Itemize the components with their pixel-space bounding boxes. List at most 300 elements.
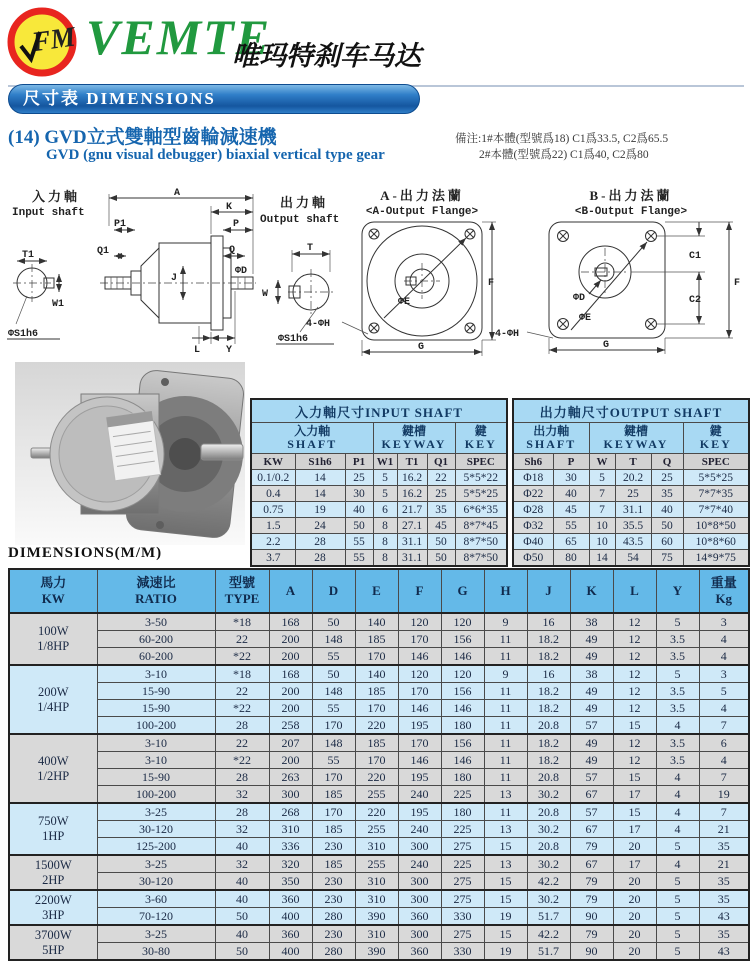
dimensions-banner [8,84,420,114]
cell: 14 [295,486,345,502]
cell: 170 [398,734,441,752]
cell: 3 [699,613,749,631]
power-group-cell: 400W 1/2HP [9,734,97,803]
cell: 40 [553,486,589,502]
table-row [9,873,749,891]
power-group-cell: 1500W 2HP [9,855,97,890]
cell: 17 [613,855,656,873]
cell: 4 [699,700,749,717]
gear-motor-photo [15,362,245,545]
cell: 40 [345,502,373,518]
cell: 6*6*35 [455,502,507,518]
column-header: P [553,454,589,470]
cell: 168 [269,665,312,683]
input-shaft-table [250,398,506,567]
cell: 200 [269,631,312,648]
cell: 10*8*60 [683,534,749,550]
svg-text:ΦD: ΦD [235,266,248,277]
cell: *18 [215,665,269,683]
cell: 195 [398,803,441,821]
cell: 49 [570,648,613,666]
cell: 3-60 [97,890,215,908]
cell: 7 [699,803,749,821]
svg-text:P: P [233,219,240,230]
cell: 67 [570,786,613,804]
cell: 185 [312,821,355,838]
cell: 300 [398,890,441,908]
cell: 18.2 [527,752,570,769]
cell: 40 [215,890,269,908]
column-header: F [398,569,441,613]
cell: 35 [427,502,455,518]
cell: 51.7 [527,908,570,926]
cell: 7 [699,717,749,735]
cell: 275 [441,925,484,943]
svg-text:C1: C1 [689,251,702,262]
cell: 146 [441,752,484,769]
cell: 30-80 [97,943,215,961]
svg-text:L: L [194,345,201,356]
table-row [9,943,749,961]
cell: 180 [441,769,484,786]
cell: 146 [441,648,484,666]
cell: 19 [295,502,345,518]
cell: 390 [355,943,398,961]
cell: 49 [570,700,613,717]
cell: 320 [269,855,312,873]
cell: 30.2 [527,855,570,873]
cell: 220 [355,803,398,821]
cell: 50 [312,665,355,683]
cell: 11 [484,734,527,752]
cell: 4 [699,648,749,666]
cell: 30-120 [97,873,215,891]
cell: 170 [355,752,398,769]
cell: 5 [656,925,699,943]
cell: 185 [355,734,398,752]
cell: 31.1 [615,502,651,518]
cell: 15 [613,803,656,821]
cell: 225 [441,786,484,804]
cell: Φ50 [513,550,553,567]
cell: 22 [215,683,269,700]
cell: 40 [215,925,269,943]
cell: 79 [570,890,613,908]
table-row [513,470,749,486]
table-row [513,502,749,518]
svg-text:C2: C2 [689,295,702,306]
cell: 15-90 [97,700,215,717]
cell: 24 [295,518,345,534]
table-row [9,734,749,752]
cell: 18.2 [527,700,570,717]
cell: 43.5 [615,534,651,550]
column-header: 馬力 KW [9,569,97,613]
cell: 35.5 [615,518,651,534]
svg-text:ΦS1h6: ΦS1h6 [278,334,309,345]
cell: 300 [398,925,441,943]
cell: 12 [613,734,656,752]
cell: 146 [398,700,441,717]
column-header: 減速比 RATIO [97,569,215,613]
svg-text:J: J [171,273,178,284]
cell: 18.2 [527,648,570,666]
svg-text:Q1: Q1 [97,246,110,257]
cell: 225 [441,855,484,873]
cell: 20.8 [527,803,570,821]
cell: 3-10 [97,665,215,683]
cell: 200 [269,752,312,769]
power-group-cell: 200W 1/4HP [9,665,97,734]
column-header: L [613,569,656,613]
cell: 14 [295,470,345,486]
table-title: 入力軸尺寸INPUT SHAFT [251,399,507,423]
cell: 4 [656,803,699,821]
cell: 3-25 [97,803,215,821]
svg-text:Input shaft: Input shaft [12,207,85,219]
cell: Φ32 [513,518,553,534]
cell: 12 [613,631,656,648]
cell: 57 [570,717,613,735]
cell: 4 [656,786,699,804]
cell: 148 [312,734,355,752]
svg-text:A-出力法蘭: A-出力法蘭 [380,188,464,203]
cell: 230 [312,890,355,908]
cell: 3.5 [656,631,699,648]
table-row [251,550,507,567]
table-row [9,803,749,821]
table-row [9,786,749,804]
cell: 16.2 [397,486,427,502]
table-row [9,821,749,838]
table-row [513,550,749,567]
cell: 18.2 [527,631,570,648]
cell: 50 [427,550,455,567]
cell: 11 [484,717,527,735]
cell: 3-50 [97,613,215,631]
cell: 11 [484,700,527,717]
cell: 18.2 [527,683,570,700]
cell: 15 [484,890,527,908]
cell: 55 [553,518,589,534]
cell: 20 [613,943,656,961]
group-header: 鍵 KEY [455,423,507,454]
column-header: Q [651,454,683,470]
cell: 19 [484,908,527,926]
cell: 258 [269,717,312,735]
cell: 10 [589,534,615,550]
cell: *22 [215,700,269,717]
cell: 28 [295,534,345,550]
cell: 25 [615,486,651,502]
cell: 12 [613,648,656,666]
cell: 5 [699,683,749,700]
table-row [9,752,749,769]
cell: 13 [484,786,527,804]
cell: 9 [484,613,527,631]
dimensions-table [8,568,748,961]
cell: 10*8*50 [683,518,749,534]
cell: 7 [589,486,615,502]
group-header: 鍵槽 KEYWAY [589,423,683,454]
svg-text:G: G [418,342,425,353]
cell: 30.2 [527,821,570,838]
cell: 8*7*50 [455,534,507,550]
cell: 8*7*50 [455,550,507,567]
cell: Φ28 [513,502,553,518]
cell: 8 [373,518,397,534]
cell: 140 [355,665,398,683]
cell: 240 [398,786,441,804]
column-header: H [484,569,527,613]
table-row [9,908,749,926]
cell: 310 [355,890,398,908]
cell: 230 [312,838,355,856]
remark-line-2: 2#本體(型號爲22) C1爲40, C2爲80 [479,149,649,161]
cell: 1.5 [251,518,295,534]
cell: 40 [215,873,269,891]
cell: *22 [215,752,269,769]
cell: 21.7 [397,502,427,518]
column-header: SPEC [455,454,507,470]
table-row [513,534,749,550]
cell: 275 [441,890,484,908]
cell: 220 [355,769,398,786]
cell: 255 [355,821,398,838]
cell: 40 [215,838,269,856]
cell: 255 [355,855,398,873]
cell: 11 [484,683,527,700]
table-title: 出力軸尺寸OUTPUT SHAFT [513,399,749,423]
cell: 100-200 [97,786,215,804]
table-row [9,838,749,856]
cell: 50 [215,943,269,961]
cell: 12 [613,665,656,683]
cell: 230 [312,925,355,943]
cell: 170 [312,803,355,821]
cell: 185 [355,631,398,648]
cell: 12 [613,613,656,631]
cell: 220 [355,717,398,735]
logo-monogram: FM [29,21,78,59]
cell: 28 [215,717,269,735]
group-header: 鍵槽 KEYWAY [373,423,455,454]
table-row [9,631,749,648]
svg-text:ΦS1h6: ΦS1h6 [8,329,39,340]
cell: 38 [570,613,613,631]
cell: 22 [215,631,269,648]
cell: 17 [613,821,656,838]
cell: 43 [699,908,749,926]
cell: 15-90 [97,769,215,786]
cell: 50 [345,518,373,534]
cell: 50 [215,908,269,926]
cell: 30.2 [527,786,570,804]
cell: 20.8 [527,838,570,856]
input-shaft-drawing [2,186,257,358]
cell: 79 [570,873,613,891]
cell: 350 [269,873,312,891]
cell: 19 [484,943,527,961]
cell: 70-120 [97,908,215,926]
cell: 360 [269,925,312,943]
cell: 3.5 [656,734,699,752]
cell: 12 [613,700,656,717]
cell: 170 [312,769,355,786]
cell: 180 [441,717,484,735]
dimensions-mm-label: DIMENSIONS(M/M) [8,545,163,561]
cell: 185 [312,786,355,804]
cell: 8*7*45 [455,518,507,534]
cell: 170 [355,700,398,717]
svg-text:Y: Y [226,345,233,356]
cell: 3.7 [251,550,295,567]
table-row [9,613,749,631]
vemte-logo [6,6,78,78]
column-header: Q1 [427,454,455,470]
cell: 5 [656,838,699,856]
table-row [9,769,749,786]
cell: 15 [484,873,527,891]
cell: 5 [373,486,397,502]
cell: 20 [613,873,656,891]
column-header: W [589,454,615,470]
svg-text:W1: W1 [52,299,65,310]
cell: 11 [484,769,527,786]
group-header: 入力軸 SHAFT [251,423,373,454]
cell: 79 [570,925,613,943]
cell: 55 [312,648,355,666]
cell: 100-200 [97,717,215,735]
cell: 14 [589,550,615,567]
svg-text:<A-Output Flange>: <A-Output Flange> [365,206,479,218]
cell: 280 [312,943,355,961]
cell: 240 [398,855,441,873]
cell: 19 [699,786,749,804]
output-shaft-table [512,398,748,567]
table-row [9,717,749,735]
svg-text:4-ΦH: 4-ΦH [495,329,520,340]
svg-text:F: F [734,278,741,289]
cell: 42.2 [527,925,570,943]
cell: 170 [312,717,355,735]
cell: 55 [312,700,355,717]
cell: 120 [398,665,441,683]
flange-a-drawing [300,186,500,360]
cell: 15 [484,925,527,943]
cell: 5*5*25 [455,486,507,502]
cell: 79 [570,838,613,856]
page-title: (14) GVD立式雙軸型齒輪減速機 [8,127,277,148]
cell: 45 [553,502,589,518]
cell: 360 [398,908,441,926]
cell: 280 [312,908,355,926]
cell: 168 [269,613,312,631]
svg-text:P1: P1 [114,219,127,230]
cell: 31.1 [397,534,427,550]
cell: 31.1 [397,550,427,567]
cell: 27.1 [397,518,427,534]
cell: *22 [215,648,269,666]
column-header: G [441,569,484,613]
power-group-cell: 100W 1/8HP [9,613,97,665]
table-row [251,518,507,534]
cell: 5*5*25 [683,470,749,486]
cell: 310 [269,821,312,838]
column-header: W1 [373,454,397,470]
table-row [251,486,507,502]
table-row [9,890,749,908]
cell: 140 [355,613,398,631]
cell: 148 [312,631,355,648]
cell: 156 [441,683,484,700]
cell: 90 [570,943,613,961]
cell: 20.2 [615,470,651,486]
cell: 3.5 [656,648,699,666]
cell: 3.5 [656,683,699,700]
svg-text:入力軸: 入力軸 [32,189,81,204]
cell: 60-200 [97,648,215,666]
cell: 360 [269,890,312,908]
cell: 12 [613,683,656,700]
column-header: 重量 Kg [699,569,749,613]
cell: 15 [613,717,656,735]
cell: 310 [355,838,398,856]
cell: 310 [355,873,398,891]
cell: 255 [355,786,398,804]
svg-text:T1: T1 [22,250,35,261]
cell: 50 [427,534,455,550]
cell: Φ22 [513,486,553,502]
cell: 16.2 [397,470,427,486]
cell: 5*5*22 [455,470,507,486]
column-header: 型號 TYPE [215,569,269,613]
cell: 43 [699,943,749,961]
cell: 9 [484,665,527,683]
svg-text:G: G [603,340,610,351]
cell: 225 [441,821,484,838]
cell: 300 [398,838,441,856]
cell: 6 [699,734,749,752]
cell: 3.5 [656,752,699,769]
cell: 3-25 [97,855,215,873]
cell: Φ18 [513,470,553,486]
cell: 15 [613,769,656,786]
table-row [9,700,749,717]
cell: 5 [656,908,699,926]
cell: 360 [398,943,441,961]
cell: 200 [269,700,312,717]
cell: 0.4 [251,486,295,502]
cell: 20 [613,925,656,943]
table-row [513,518,749,534]
cell: 200 [269,683,312,700]
cell: 18.2 [527,734,570,752]
cell: 0.1/0.2 [251,470,295,486]
cell: 32 [215,786,269,804]
flange-b-drawing [493,186,750,360]
column-header: Sh6 [513,454,553,470]
column-header: J [527,569,570,613]
svg-text:T: T [307,243,314,254]
cell: 0.75 [251,502,295,518]
cell: 3.5 [656,700,699,717]
cell: 7 [699,769,749,786]
group-header: 出力軸 SHAFT [513,423,589,454]
cell: 38 [570,665,613,683]
cell: 49 [570,683,613,700]
svg-text:ΦE: ΦE [398,297,411,308]
